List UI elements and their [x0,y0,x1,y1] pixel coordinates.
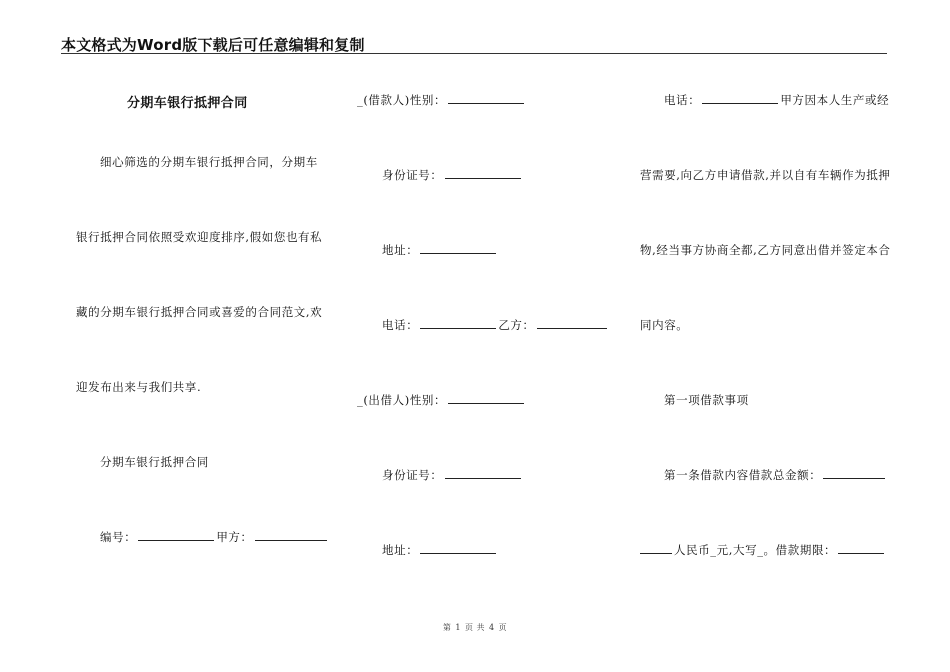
borrower-id-label: 身份证号： [382,168,443,182]
party-a-label: 甲方： [216,530,253,544]
number-blank [138,530,214,541]
lender-gender-line [357,392,526,408]
borrower-gender-blank [448,93,524,104]
purpose-text-2: 营需要,向乙方申请借款,并以自有车辆作为抵押 [640,168,891,182]
party-a-phone-line [664,92,889,108]
rmb-label: 人民币_元,大写_。借款期限： [674,543,837,557]
intro-line-4: 迎发布出来与我们共享. [76,380,202,394]
contract-heading: 分期车银行抵押合同 [100,455,209,469]
borrower-gender-label: _(借款人)性别： [357,93,447,107]
borrower-phone-blank [420,318,496,329]
borrower-address-blank [420,243,496,254]
intro-line-3: 藏的分期车银行抵押合同或喜爱的合同范文,欢 [76,305,323,319]
document-banner: 本文格式为Word版下载后可任意编辑和复制 [61,36,365,54]
intro-line-1: 细心筛选的分期车银行抵押合同，分期车 [100,155,318,169]
banner-divider [61,53,887,54]
borrower-id-blank [445,168,521,179]
borrower-gender-line [357,92,526,108]
intro-line-2: 银行抵押合同依照受欢迎度排序,假如您也有私 [76,230,323,244]
page-suffix: 页 [498,623,508,632]
page-total: 4 [489,623,495,632]
purpose-text-4: 同内容。 [640,318,689,332]
page-footer [0,622,950,633]
rmb-amount-line [640,542,886,558]
lender-address-line [382,542,498,558]
number-and-party-a-line [100,529,329,545]
party-b-label: 乙方： [498,318,535,332]
party-a-blank [255,530,327,541]
lender-id-line [382,467,523,483]
purpose-text-3: 物,经当事方协商全都,乙方同意出借并签定本合 [640,243,891,257]
phone-blank [702,93,778,104]
lender-id-blank [445,468,521,479]
article-title: 分期车银行抵押合同 [127,96,248,111]
party-b-blank [537,318,607,329]
lender-address-blank [420,543,496,554]
loan-term-blank [838,543,884,554]
purpose-text-1: 甲方因本人生产或经 [780,93,890,107]
lender-gender-label: _(出借人)性别： [357,393,447,407]
borrower-phone-line [382,317,609,333]
rmb-blank [640,543,672,554]
page-current: 1 [455,623,461,632]
borrower-id-line [382,167,523,183]
page-mid: 页 共 [464,623,486,632]
page-prefix: 第 [442,623,452,632]
loan-amount-line [664,467,887,483]
borrower-phone-label: 电话： [382,318,419,332]
clause-1-label: 第一条借款内容借款总金额： [664,468,822,482]
lender-gender-blank [448,393,524,404]
loan-amount-blank [823,468,885,479]
phone-label: 电话： [664,93,701,107]
lender-id-label: 身份证号： [382,468,443,482]
borrower-address-label: 地址： [382,243,419,257]
lender-address-label: 地址： [382,543,419,557]
section-heading: 第一项借款事项 [664,393,749,407]
borrower-address-line [382,242,498,258]
number-label: 编号： [100,530,137,544]
